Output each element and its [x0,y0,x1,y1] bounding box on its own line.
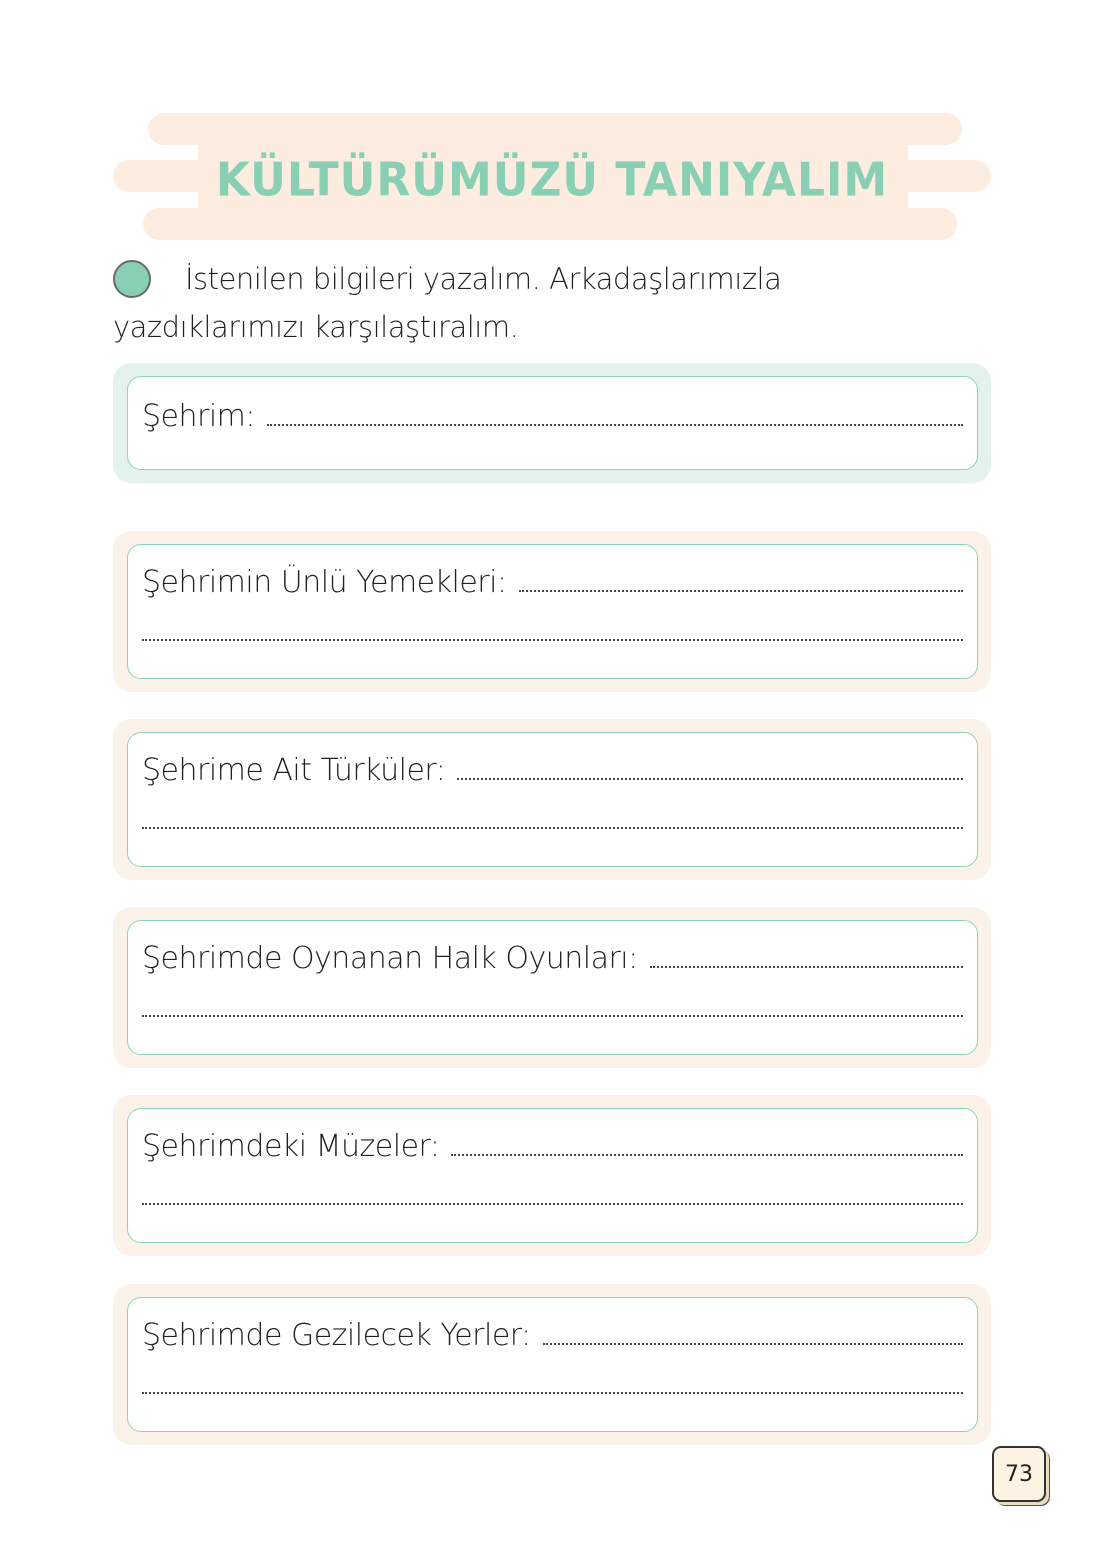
answer-line[interactable] [267,424,963,426]
answer-line[interactable] [543,1343,963,1345]
field-label: Şehrim: [142,399,256,434]
page-title: KÜLTÜRÜMÜZÜ TANIYALIM [215,153,889,208]
answer-line[interactable] [142,827,963,829]
answer-line[interactable] [650,966,963,968]
field-box-muzeler [113,1095,991,1256]
field-label: Şehrimin Ünlü Yemekleri: [142,565,507,600]
field-label: Şehrimdeki Müzeler: [142,1129,440,1164]
page-number: 73 [992,1446,1046,1502]
field-label: Şehrime Ait Türküler: [142,753,446,788]
answer-line[interactable] [519,590,963,592]
field-box-turkuler [113,719,991,880]
field-box-halk-oyunlari [113,907,991,1068]
answer-line[interactable] [457,778,963,780]
answer-line[interactable] [451,1154,963,1156]
field-box-sehrim [113,363,991,483]
answer-line[interactable] [142,1015,963,1017]
instruction-text: İstenilen bilgileri yazalım. Arkadaşlarımızla yazdıklarımızı karşılaştıralım. [113,262,782,344]
field-label: Şehrimde Oynanan Halk Oyunları: [142,941,638,976]
field-box-gezilecek-yerler [113,1284,991,1445]
field-box-yemekler [113,531,991,692]
answer-line[interactable] [142,1203,963,1205]
answer-line[interactable] [142,1392,963,1394]
field-label: Şehrimde Gezilecek Yerler: [142,1318,531,1353]
answer-line[interactable] [142,639,963,641]
